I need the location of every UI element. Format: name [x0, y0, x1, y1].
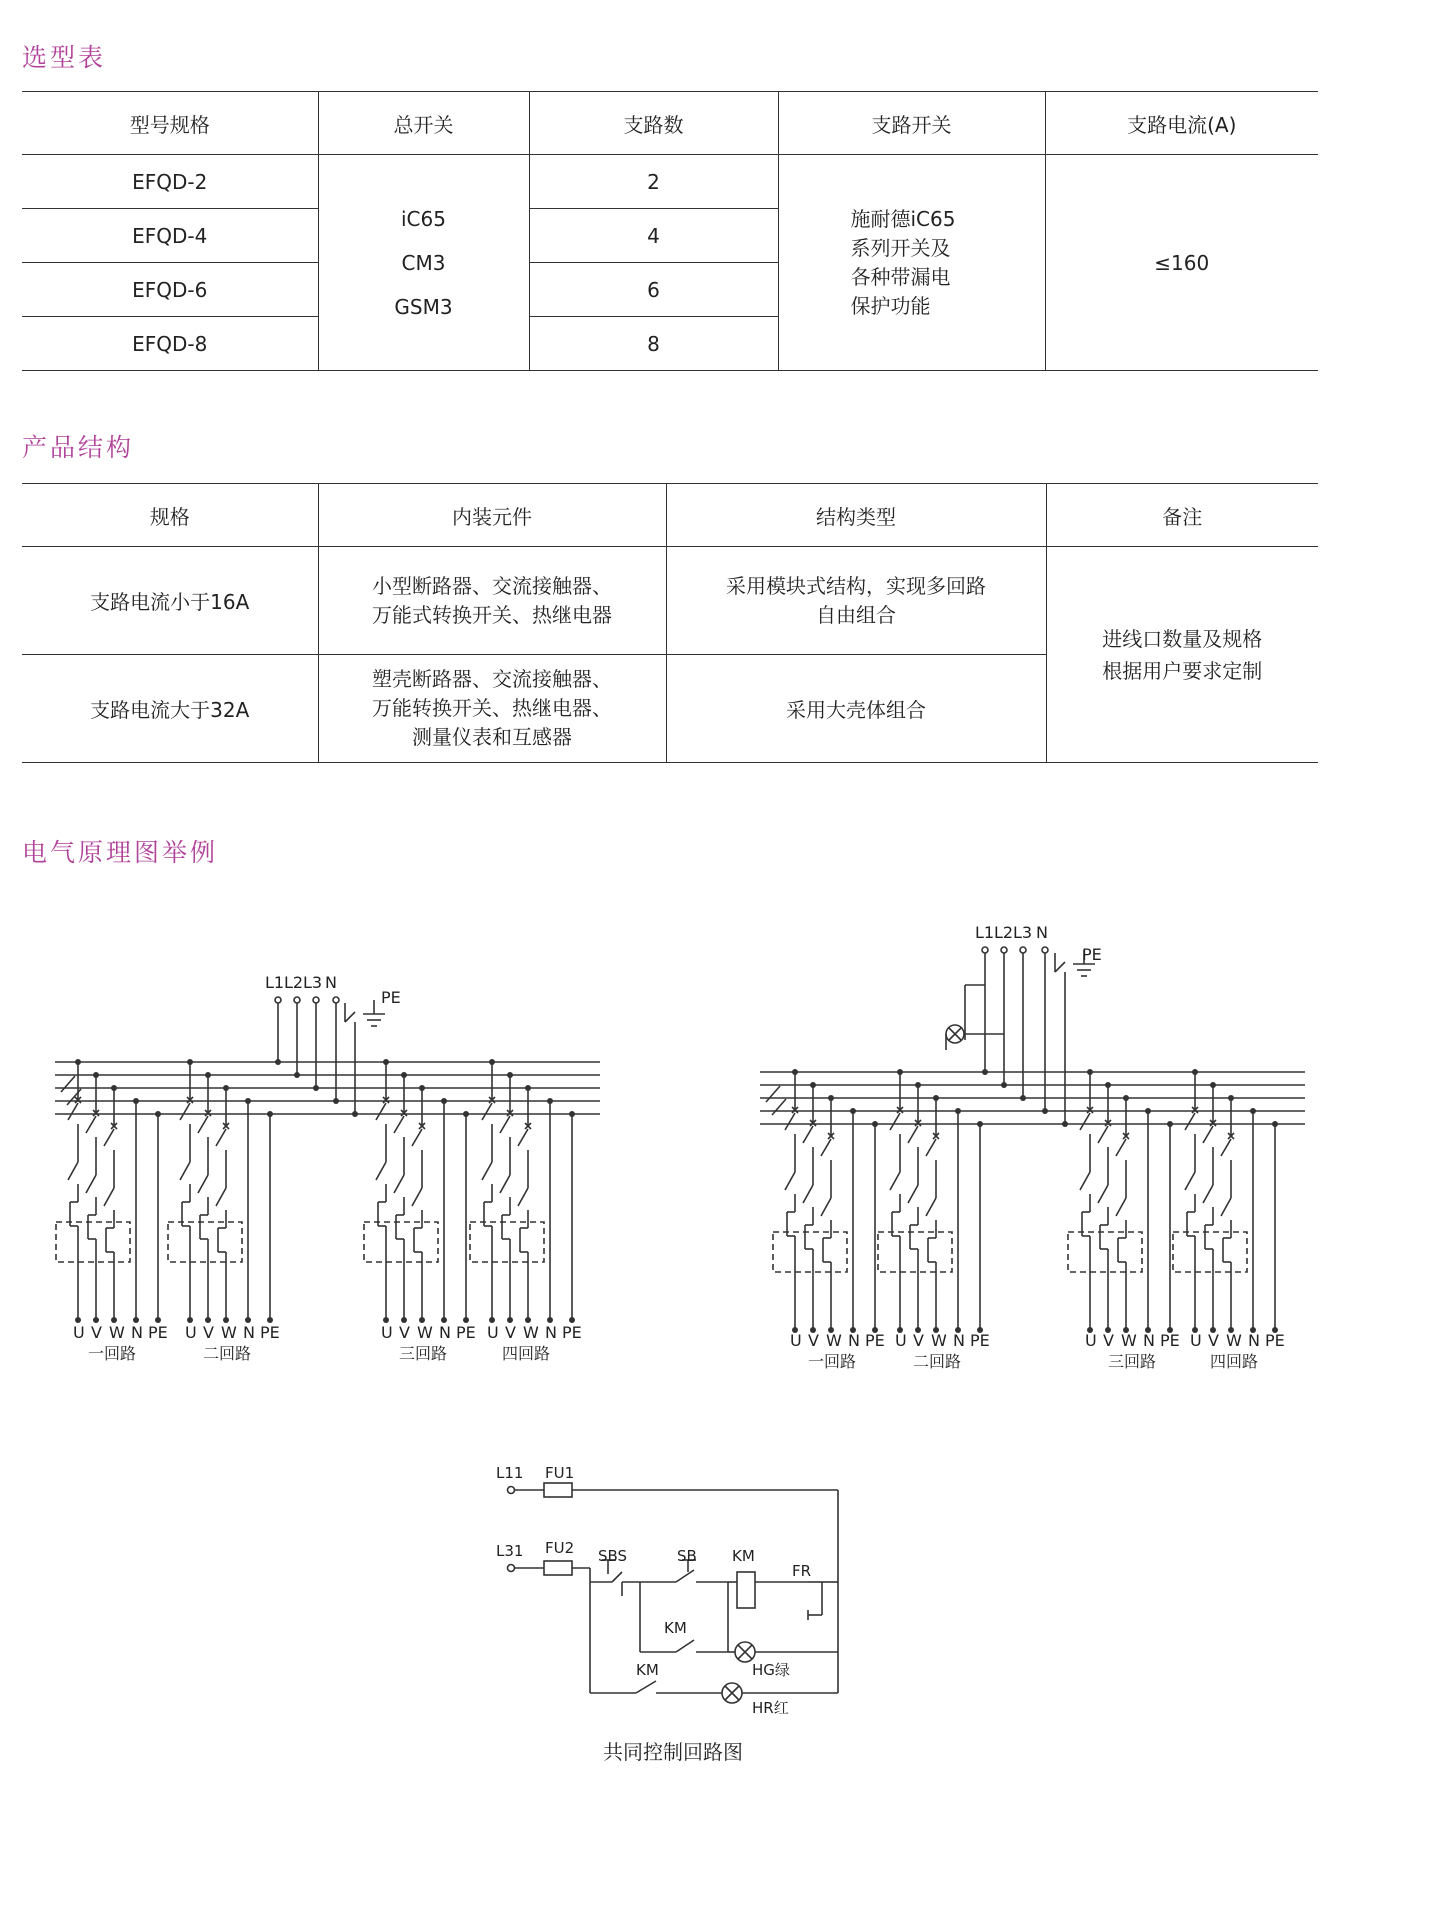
components-line: 万能式转换开关、热继电器 [372, 602, 612, 627]
terminal-label: PE [865, 1331, 885, 1350]
header-note: 备注 [1046, 484, 1318, 547]
header-structure-type: 结构类型 [666, 484, 1046, 547]
terminal-label: V [1103, 1331, 1114, 1350]
incoming-terminal [982, 947, 988, 953]
branch-current-cell: ≤160 [1045, 155, 1318, 371]
terminal-label: U [73, 1323, 85, 1342]
note-line: 进线口数量及规格 [1102, 626, 1263, 651]
incoming-terminal [333, 997, 339, 1003]
breaker-contact [518, 1129, 528, 1146]
breaker-contact [68, 1103, 78, 1120]
terminal-label: W [931, 1331, 947, 1350]
terminal-label: W [1226, 1331, 1242, 1350]
relay-dashed-box [1068, 1232, 1142, 1272]
terminal-label: U [487, 1323, 499, 1342]
terminal-label: PE [562, 1323, 582, 1342]
junction-dot [333, 1098, 339, 1104]
contactor-contact [412, 1188, 422, 1206]
label-sb: SB [677, 1547, 697, 1565]
contactor-contact [1185, 1172, 1195, 1190]
right-circuit-labels [808, 1352, 1258, 1371]
terminal-label: V [203, 1323, 214, 1342]
bus-label-l1: L1 [265, 973, 285, 992]
terminal-label: PE [260, 1323, 280, 1342]
junction-dot [1042, 1108, 1048, 1114]
fuse-fu2 [544, 1561, 572, 1575]
components-line: 测量仪表和互感器 [412, 725, 572, 749]
breaker-contact [216, 1129, 226, 1146]
pe-label: PE [1082, 945, 1102, 964]
breaker-contact [394, 1116, 404, 1133]
breaker-contact [926, 1139, 936, 1156]
contactor-contact [890, 1172, 900, 1190]
junction-dot [1020, 1095, 1026, 1101]
label-fr: FR [792, 1562, 812, 1580]
breaker-contact [1098, 1126, 1108, 1143]
breaker-contact [86, 1116, 96, 1133]
contactor-contact [216, 1188, 226, 1206]
components-line: 塑壳断路器、交流接触器、 [372, 667, 612, 691]
terminal-label: N [545, 1323, 557, 1342]
circuit-label: 一回路 [808, 1352, 857, 1371]
bus-label-n: N [325, 973, 337, 992]
terminal-label: N [1143, 1331, 1155, 1350]
model-cell: EFQD-4 [22, 209, 318, 263]
terminal-label: N [848, 1331, 860, 1350]
contactor-contact [104, 1188, 114, 1206]
label-l11: L11 [496, 1464, 524, 1482]
contactor-contact [1116, 1198, 1126, 1216]
terminal-label: PE [456, 1323, 476, 1342]
terminal-label: V [399, 1323, 410, 1342]
breaker-contact [1203, 1126, 1213, 1143]
junction-dot [352, 1111, 358, 1117]
relay-dashed-box [878, 1232, 952, 1272]
label-km-lamp: KM [636, 1661, 659, 1679]
terminal-label: V [808, 1331, 819, 1350]
structure-type-line: 采用模块式结构，实现多回路 [726, 573, 986, 598]
junction-dot [313, 1085, 319, 1091]
incoming-terminal [294, 997, 300, 1003]
km-coil [737, 1572, 755, 1608]
header-branch-current: 支路电流(A) [1045, 92, 1318, 155]
breaker-contact [890, 1113, 900, 1130]
branch-switch-line: 施耐德iC65 [850, 206, 956, 231]
bus-label-l2: L2 [284, 973, 304, 992]
isolator-handle [766, 1086, 780, 1102]
terminal-label: W [221, 1323, 237, 1342]
selection-section-title: 选型表 [22, 43, 107, 72]
spec-cell: 支路电流大于32A [22, 655, 318, 763]
breaker-contact [412, 1129, 422, 1146]
terminal-label: PE [1265, 1331, 1285, 1350]
structure-section-title: 产品结构 [22, 433, 135, 462]
terminal-label: W [109, 1323, 125, 1342]
contactor-contact [926, 1198, 936, 1216]
terminal-label: PE [148, 1323, 168, 1342]
contactor-contact [1080, 1172, 1090, 1190]
circuit-label: 三回路 [399, 1344, 448, 1363]
junction-dot [1062, 1121, 1068, 1127]
terminal-label: V [913, 1331, 924, 1350]
terminal-label: U [790, 1331, 802, 1350]
junction-dot [982, 1069, 988, 1075]
branch-switch-line: 各种带漏电 [850, 264, 951, 289]
relay-dashed-box [168, 1222, 242, 1262]
model-cell: EFQD-8 [22, 317, 318, 371]
spec-cell: 支路电流小于16A [22, 547, 318, 655]
bus-label-l3: L3 [1013, 923, 1033, 942]
breaker-contact [104, 1129, 114, 1146]
terminal-label: W [417, 1323, 433, 1342]
pe-switch [1055, 962, 1065, 972]
branch-count-cell: 6 [529, 263, 778, 317]
incoming-terminal [313, 997, 319, 1003]
contactor-contact [518, 1188, 528, 1206]
breaker-contact [500, 1116, 510, 1133]
schematic-section-title: 电气原理图举例 [22, 838, 219, 867]
terminal-label: W [826, 1331, 842, 1350]
contactor-contact [821, 1198, 831, 1216]
terminal-label: N [1248, 1331, 1260, 1350]
terminal-label: PE [1160, 1331, 1180, 1350]
contactor-contact [1221, 1198, 1231, 1216]
label-hg: HG绿 [752, 1661, 790, 1679]
structure-type-line: 采用大壳体组合 [786, 698, 926, 722]
relay-dashed-box [470, 1222, 544, 1262]
note-line: 根据用户要求定制 [1102, 658, 1263, 683]
breaker-contact [1185, 1113, 1195, 1130]
isolator-handle [772, 1099, 786, 1115]
contactor-contact [500, 1175, 510, 1193]
contactor-contact [908, 1185, 918, 1203]
contactor-contact [394, 1175, 404, 1193]
relay-dashed-box [56, 1222, 130, 1262]
terminal-label: U [1190, 1331, 1202, 1350]
circuit-label: 一回路 [88, 1344, 137, 1363]
breaker-contact [803, 1126, 813, 1143]
terminal-label: N [243, 1323, 255, 1342]
isolator-handle [67, 1089, 81, 1105]
branch-count-cell: 8 [529, 317, 778, 371]
left-circuit-labels [88, 1344, 550, 1363]
bus-label-l3: L3 [303, 973, 323, 992]
circuit-label: 二回路 [203, 1344, 252, 1363]
control-diagram-caption: 共同控制回路图 [603, 1740, 743, 1764]
circuit-label: 三回路 [1108, 1352, 1157, 1371]
junction-dot [275, 1059, 281, 1065]
contactor-contact [68, 1162, 78, 1180]
incoming-terminal [1042, 947, 1048, 953]
incoming-terminal [275, 997, 281, 1003]
contactor-contact [482, 1162, 492, 1180]
terminal-label: PE [970, 1331, 990, 1350]
right-diagram-labels [975, 923, 1102, 964]
header-main-switch: 总开关 [318, 92, 529, 155]
breaker-contact [785, 1113, 795, 1130]
bus-label-l1: L1 [975, 923, 995, 942]
terminal-label: W [523, 1323, 539, 1342]
circuit-label: 二回路 [913, 1352, 962, 1371]
main-switch-value: GSM3 [394, 294, 453, 319]
breaker-contact [180, 1103, 190, 1120]
isolator-handle [61, 1076, 75, 1092]
terminal-label: V [91, 1323, 102, 1342]
breaker-contact [908, 1126, 918, 1143]
label-km-hold: KM [664, 1619, 687, 1637]
terminal-dot [508, 1487, 515, 1494]
main-switch-value: iC65 [401, 206, 446, 231]
branch-switch-line: 保护功能 [850, 293, 931, 318]
relay-dashed-box [1173, 1232, 1247, 1272]
header-branch-switch: 支路开关 [778, 92, 1045, 155]
contactor-contact [86, 1175, 96, 1193]
circuit-label: 四回路 [1210, 1352, 1259, 1371]
bus-label-l2: L2 [994, 923, 1014, 942]
label-fu2: FU2 [545, 1539, 575, 1557]
junction-dot [294, 1072, 300, 1078]
pe-switch [345, 1012, 355, 1022]
header-branch-count: 支路数 [529, 92, 778, 155]
structure-type-line: 自由组合 [816, 602, 896, 627]
contactor-contact [198, 1175, 208, 1193]
label-fu1: FU1 [545, 1464, 575, 1482]
contactor-contact [803, 1185, 813, 1203]
relay-dashed-box [773, 1232, 847, 1272]
circuit-label: 四回路 [502, 1344, 551, 1363]
breaker-contact [376, 1103, 386, 1120]
pe-label: PE [381, 988, 401, 1007]
left-schematic [55, 997, 600, 1323]
branch-count-cell: 4 [529, 209, 778, 263]
breaker-contact [482, 1103, 492, 1120]
terminal-label: N [439, 1323, 451, 1342]
terminal-label: U [381, 1323, 393, 1342]
breaker-contact [1221, 1139, 1231, 1156]
model-cell: EFQD-2 [22, 155, 318, 209]
terminal-label: V [1208, 1331, 1219, 1350]
right-schematic [760, 947, 1305, 1333]
terminal-label: N [953, 1331, 965, 1350]
fuse-fu1 [544, 1483, 572, 1497]
label-hr: HR红 [752, 1699, 789, 1717]
label-l31: L31 [496, 1542, 524, 1560]
bus-label-n: N [1036, 923, 1048, 942]
components-line: 小型断路器、交流接触器、 [372, 573, 612, 598]
terminal-label: W [1121, 1331, 1137, 1350]
incoming-terminal [1001, 947, 1007, 953]
model-cell: EFQD-6 [22, 263, 318, 317]
incoming-terminal [1020, 947, 1026, 953]
label-km-coil: KM [732, 1547, 755, 1565]
contactor-contact [376, 1162, 386, 1180]
header-spec: 规格 [22, 484, 318, 547]
contactor-contact [180, 1162, 190, 1180]
relay-dashed-box [364, 1222, 438, 1262]
junction-dot [1001, 1082, 1007, 1088]
breaker-contact [1080, 1113, 1090, 1130]
terminal-label: U [1085, 1331, 1097, 1350]
terminal-label: U [895, 1331, 907, 1350]
branch-count-cell: 2 [529, 155, 778, 209]
contactor-contact [785, 1172, 795, 1190]
breaker-contact [1116, 1139, 1126, 1156]
contactor-contact [1203, 1185, 1213, 1203]
components-line: 万能转换开关、热继电器、 [372, 696, 612, 720]
header-components: 内装元件 [318, 484, 666, 547]
terminal-label: V [505, 1323, 516, 1342]
breaker-contact [198, 1116, 208, 1133]
terminal-dot [508, 1565, 515, 1572]
branch-switch-line: 系列开关及 [850, 235, 951, 260]
control-circuit-labels [496, 1464, 811, 1717]
breaker-contact [821, 1139, 831, 1156]
terminal-label: U [185, 1323, 197, 1342]
label-sbs: SBS [598, 1547, 628, 1565]
header-model: 型号规格 [22, 92, 318, 155]
contactor-contact [1098, 1185, 1108, 1203]
main-switch-value: CM3 [401, 250, 446, 275]
terminal-label: N [131, 1323, 143, 1342]
